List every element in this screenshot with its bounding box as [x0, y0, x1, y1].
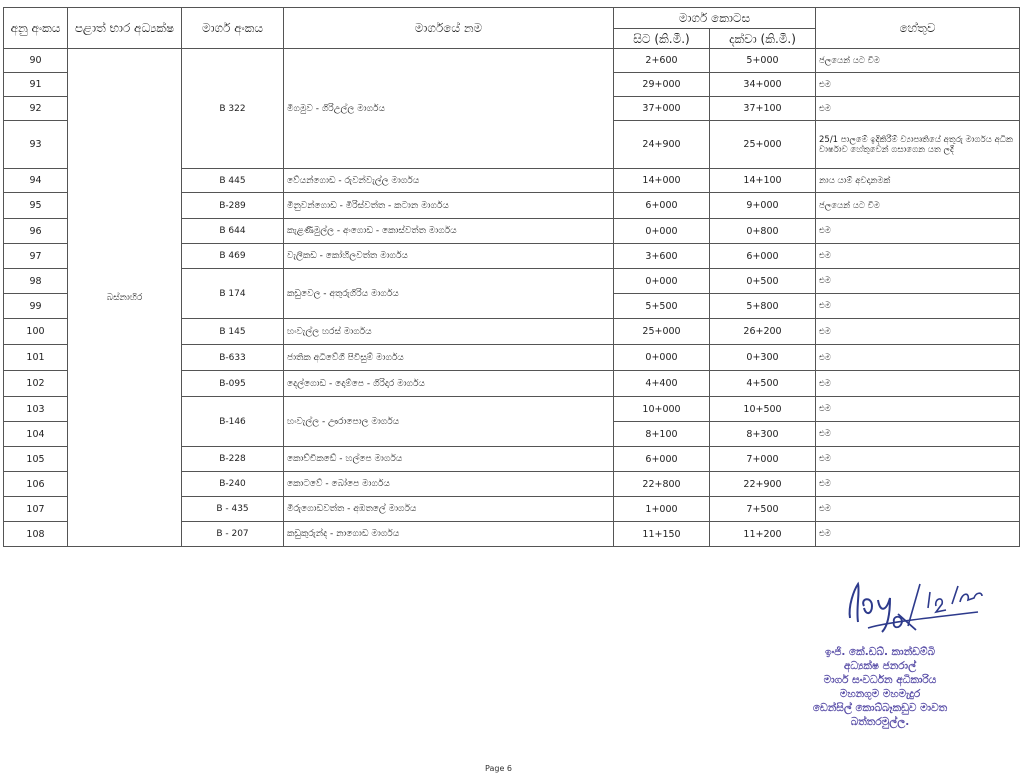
cell-road-code: B-228 [182, 447, 284, 472]
cell-to: 11+200 [710, 522, 816, 547]
cell-reason: එම [816, 319, 1020, 345]
cell-to: 22+900 [710, 472, 816, 497]
cell-reason: එම [816, 422, 1020, 447]
cell-road-name: හංවැල්ල - ඌරාපොල මාර්ගය [284, 397, 614, 447]
cell-road-name: කොටවේ - බෝපෙ මාර්ගය [284, 472, 614, 497]
cell-to: 7+000 [710, 447, 816, 472]
header-road-no: මාර්ග අංකය [182, 8, 284, 49]
cell-road-code: B-289 [182, 193, 284, 219]
cell-to: 14+100 [710, 169, 816, 193]
cell-from: 5+500 [614, 294, 710, 319]
cell-road-name: මිරුගොඩවත්ත - අඹතලේ මාර්ගය [284, 497, 614, 522]
header-division: පළාත් භාර අධ්‍යක්ෂ [68, 8, 182, 49]
cell-from: 10+000 [614, 397, 710, 422]
cell-to: 26+200 [710, 319, 816, 345]
cell-no: 93 [4, 121, 68, 169]
cell-reason: එම [816, 472, 1020, 497]
cell-to: 7+500 [710, 497, 816, 522]
cell-from: 4+400 [614, 371, 710, 397]
cell-to: 0+800 [710, 219, 816, 244]
cell-to: 6+000 [710, 244, 816, 269]
cell-from: 0+000 [614, 345, 710, 371]
cell-no: 96 [4, 219, 68, 244]
cell-no: 106 [4, 472, 68, 497]
road-closure-table [3, 7, 1020, 547]
cell-road-name: දෙල්ගොඩ - දොම්පෙ - ගිරිදාර මාර්ගය [284, 371, 614, 397]
cell-no: 103 [4, 397, 68, 422]
cell-road-name: කොච්චිකඩේ - හල්පෙ මාර්ගය [284, 447, 614, 472]
page-number: Page 6 [485, 764, 512, 773]
cell-no: 95 [4, 193, 68, 219]
cell-to: 0+300 [710, 345, 816, 371]
cell-no: 99 [4, 294, 68, 319]
cell-reason: එම [816, 447, 1020, 472]
cell-road-name: වේයන්ගොඩ - රුවන්වැල්ල මාර්ගය [284, 169, 614, 193]
cell-reason: ජලයෙන් යට වීම [816, 49, 1020, 73]
stamp-line: බත්තරමුල්ල. [850, 716, 910, 728]
cell-road-code: B - 207 [182, 522, 284, 547]
table-row [4, 49, 1020, 73]
cell-reason: එම [816, 497, 1020, 522]
cell-from: 8+100 [614, 422, 710, 447]
cell-from: 6+000 [614, 193, 710, 219]
cell-road-code: B-146 [182, 397, 284, 447]
cell-road-name: මිනුවන්ගොඩ - මිරිස්වත්ත - කටාන මාර්ගය [284, 193, 614, 219]
cell-reason: 25/1 පාලමේ ඉදිකිරීම් ව්‍යාපෘතියේ අතුරු මාර්ගය අධික වාර්ෂාව හේතුවෙන් ගසාගෙන යත ලදී [816, 121, 1020, 169]
cell-road-code: B-240 [182, 472, 284, 497]
cell-reason: එම [816, 219, 1020, 244]
cell-no: 90 [4, 49, 68, 73]
cell-from: 14+000 [614, 169, 710, 193]
cell-from: 0+000 [614, 269, 710, 294]
header-seq-no: අනු අංකය [4, 8, 68, 49]
cell-division: බස්නාහිර [68, 49, 182, 547]
cell-reason: නාය යාම් අවදානමක් [816, 169, 1020, 193]
cell-road-name: කැළණිමුල්ල - අංගොඩ - කොස්වත්ත මාර්ගය [284, 219, 614, 244]
cell-road-code: B - 435 [182, 497, 284, 522]
cell-road-code: B 174 [182, 269, 284, 319]
stamp-line: ඉංජි. කේ.ඩබ්. කාන්ඩම්බි [825, 646, 935, 658]
cell-no: 101 [4, 345, 68, 371]
cell-road-name: ජාතික අධිවේගී පිවිසුම් මාර්ගය [284, 345, 614, 371]
cell-reason: එම [816, 73, 1020, 97]
cell-no: 107 [4, 497, 68, 522]
cell-from: 37+000 [614, 97, 710, 121]
header-from: සිට (කි.මී.) [614, 29, 710, 49]
cell-no: 105 [4, 447, 68, 472]
cell-from: 1+000 [614, 497, 710, 522]
cell-road-code: B 644 [182, 219, 284, 244]
header-to: දක්වා (කි.මී.) [710, 29, 816, 49]
cell-from: 24+900 [614, 121, 710, 169]
cell-road-code: B 469 [182, 244, 284, 269]
cell-from: 25+000 [614, 319, 710, 345]
cell-from: 22+800 [614, 472, 710, 497]
cell-road-name: කඩුකුරුන්ද - නාගොඩ මාර්ගය [284, 522, 614, 547]
stamp-line: අධ්‍යක්ෂ ජනරාල් [843, 660, 917, 672]
cell-road-code: B-633 [182, 345, 284, 371]
handwritten-signature [838, 578, 988, 640]
cell-from: 6+000 [614, 447, 710, 472]
cell-reason: එම [816, 371, 1020, 397]
cell-to: 4+500 [710, 371, 816, 397]
cell-no: 91 [4, 73, 68, 97]
stamp-line: මහනගුම මහමැදුර [839, 688, 921, 700]
cell-reason: එම [816, 397, 1020, 422]
cell-no: 104 [4, 422, 68, 447]
cell-reason: ජලයෙන් යට වීම [816, 193, 1020, 219]
cell-road-code: B 445 [182, 169, 284, 193]
cell-reason: එම [816, 97, 1020, 121]
cell-road-code: B-095 [182, 371, 284, 397]
cell-to: 9+000 [710, 193, 816, 219]
cell-no: 98 [4, 269, 68, 294]
cell-road-name: හංවැල්ල හරස් මාර්ගය [284, 319, 614, 345]
header-road-name: මාර්ගයේ නම [284, 8, 614, 49]
cell-from: 0+000 [614, 219, 710, 244]
cell-no: 102 [4, 371, 68, 397]
cell-from: 2+600 [614, 49, 710, 73]
official-stamp [780, 645, 980, 729]
cell-no: 94 [4, 169, 68, 193]
cell-road-name: කඩුවෙල - අතුරුගිරිය මාර්ගය [284, 269, 614, 319]
cell-from: 11+150 [614, 522, 710, 547]
cell-road-name: මීගමුව - ගිරිඋල්ල මාර්ගය [284, 49, 614, 169]
stamp-line: මාර්ග සංවර්ධන අධිකාරිය [823, 674, 937, 686]
cell-to: 25+000 [710, 121, 816, 169]
cell-reason: එම [816, 294, 1020, 319]
cell-road-code: B 145 [182, 319, 284, 345]
cell-to: 0+500 [710, 269, 816, 294]
cell-to: 34+000 [710, 73, 816, 97]
cell-road-code: B 322 [182, 49, 284, 169]
cell-reason: එම [816, 345, 1020, 371]
cell-from: 29+000 [614, 73, 710, 97]
cell-no: 97 [4, 244, 68, 269]
cell-to: 37+100 [710, 97, 816, 121]
cell-no: 108 [4, 522, 68, 547]
cell-reason: එම [816, 269, 1020, 294]
cell-to: 10+500 [710, 397, 816, 422]
cell-reason: එම [816, 522, 1020, 547]
cell-to: 5+000 [710, 49, 816, 73]
stamp-line: ඩෙන්සිල් කොබ්බෑකඩුව මාවත [812, 702, 948, 714]
header-section: මාර්ග කොටස [614, 8, 816, 29]
cell-from: 3+600 [614, 244, 710, 269]
cell-road-name: වැලිකඩ - කෝහිලවත්ත මාර්ගය [284, 244, 614, 269]
cell-reason: එම [816, 244, 1020, 269]
cell-to: 5+800 [710, 294, 816, 319]
cell-to: 8+300 [710, 422, 816, 447]
cell-no: 100 [4, 319, 68, 345]
cell-no: 92 [4, 97, 68, 121]
header-reason: හේතුව [816, 8, 1020, 49]
